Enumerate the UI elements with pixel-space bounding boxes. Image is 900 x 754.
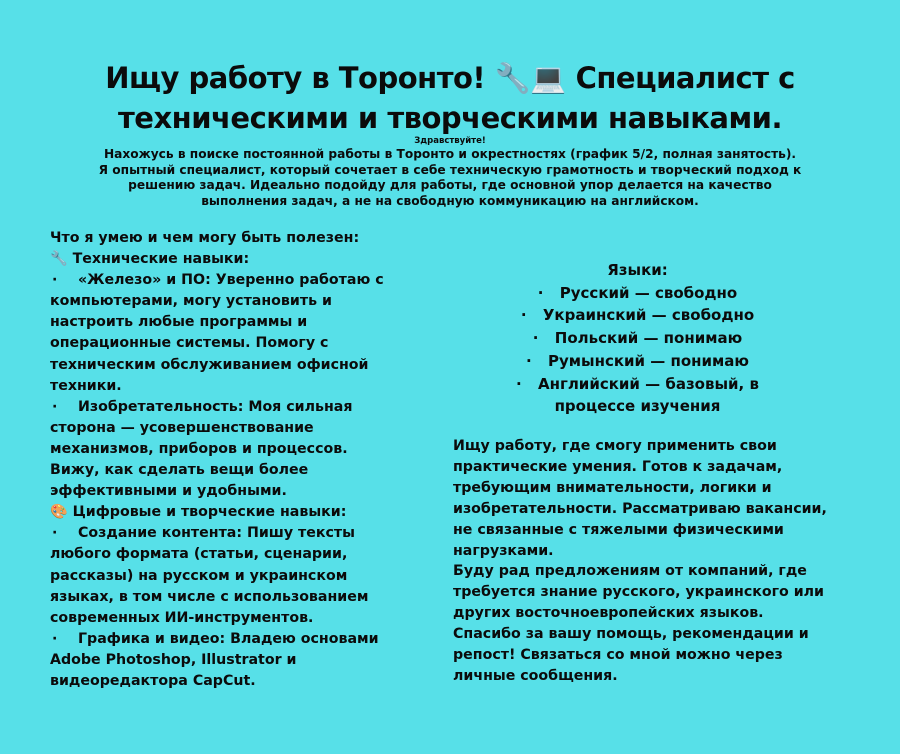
bullet-dot: · — [516, 374, 522, 393]
text-line: других восточноевропейских языков. — [453, 605, 764, 622]
text-line: требующим внимательности, логики и — [453, 479, 772, 496]
language-item: · Русский — свободно — [490, 282, 785, 305]
skill-invent-line: сторона — усовершенствование — [50, 419, 314, 436]
title-line-1 — [60, 58, 840, 98]
title-text-rest: Специалист с — [575, 61, 795, 95]
bullet-dot: · — [525, 351, 532, 370]
text-line: изобретательности. Рассматриваю вакансии, — [453, 500, 827, 517]
text-line: репост! Связаться со мной можно через — [453, 647, 783, 664]
skill-invent-line: механизмов, приборов и процессов. — [50, 440, 348, 457]
skill-graphics-line: Adobe Photoshop, Illustrator и — [50, 651, 297, 668]
wrench-icon: 🔧 — [50, 251, 68, 268]
bullet-dot: · — [532, 329, 539, 348]
skill-graphics: · Графика и видео: Владею основами — [50, 629, 390, 650]
tech-skills-label: Технические навыки: — [72, 251, 250, 268]
language-item: · Украинский — свободно — [490, 304, 785, 327]
skill-hardware: · «Железо» и ПО: Уверенно работаю с — [50, 270, 390, 291]
skill-invent-line: Вижу, как сделать вещи более — [50, 462, 309, 479]
bullet-dot: · — [537, 283, 544, 302]
text-line: Ищу работу, где смогу применить свои — [453, 438, 777, 454]
text-line: требуется знание русского, украинского или — [453, 584, 824, 601]
text-line: практические умения. Готов к задачам, — [453, 458, 783, 475]
text-line: личные сообщения. — [453, 667, 618, 684]
intro-line: Я опытный специалист, который сочетает в себе техническую грамотность и творческий подход к — [98, 162, 802, 177]
language-item: · Румынский — понимаю — [490, 350, 785, 373]
intro-line: Нахожусь в поиске постоянной работы в Торонто и окрестностях (график 5/2, полная занятость). — [103, 147, 797, 161]
skill-invent: · Изобретательность: Моя сильная — [50, 397, 390, 418]
languages-heading: Языки: — [607, 261, 668, 279]
title-line-2: техническими и творческими навыками. — [117, 101, 783, 135]
language-item: · Английский — базовый, в — [490, 373, 785, 396]
tech-skills-heading — [50, 249, 390, 270]
text-line: Спасибо за вашу помощь, рекомендации и — [453, 626, 809, 643]
skill-hardware-line: компьютерами, могу установить и — [50, 293, 332, 310]
text-line: Буду рад предложениям от компаний, где — [453, 563, 807, 580]
skill-hardware-line: техники. — [50, 377, 122, 394]
skill-content-line: любого формата (статьи, сценарии, — [50, 546, 348, 563]
skill-content-line: современных ИИ-инструментов. — [50, 609, 314, 626]
skill-hardware-line: операционные системы. Помогу с — [50, 335, 329, 352]
skills-heading: Что я умею и чем могу быть полезен: — [50, 230, 360, 246]
languages-block — [490, 259, 785, 418]
skill-content: · Создание контента: Пишу тексты — [50, 523, 390, 544]
skill-content-line: языках, в том числе с использованием — [50, 588, 369, 605]
language-item-continuation: процессе изучения — [554, 397, 721, 416]
digital-skills-heading — [50, 502, 390, 523]
intro-line: решению задач. Идеально подойду для работы, где основной упор делается на качество — [128, 178, 772, 193]
skill-content-line: рассказы) на русском и украинском — [50, 567, 348, 584]
page-title — [60, 58, 840, 138]
skill-graphics-line: видеоредактора CapCut. — [50, 672, 256, 689]
skills-column — [50, 228, 390, 692]
intro-block — [60, 135, 840, 209]
greeting: Здравствуйте! — [414, 136, 486, 146]
bullet-dot: · — [520, 306, 527, 325]
skill-hardware-line: настроить любые программы и — [50, 314, 308, 331]
title-text: Ищу работу в Торонто! — [105, 61, 486, 95]
text-line: нагрузками. — [453, 542, 554, 559]
digital-skills-label: Цифровые и творческие навыки: — [72, 504, 347, 521]
language-item: · Польский — понимаю — [490, 327, 785, 350]
wrench-laptop-icon: 🔧💻 — [494, 61, 566, 95]
text-line: не связанные с тяжелыми физическими — [453, 521, 784, 538]
palette-icon: 🎨 — [50, 504, 68, 521]
job-request-block — [453, 436, 833, 687]
skill-invent-line: эффективными и удобными. — [50, 483, 287, 500]
skill-hardware-line: техническим обслуживанием офисной — [50, 356, 369, 373]
intro-line: выполнения задач, а не на свободную коммуникацию на английском. — [201, 193, 699, 208]
